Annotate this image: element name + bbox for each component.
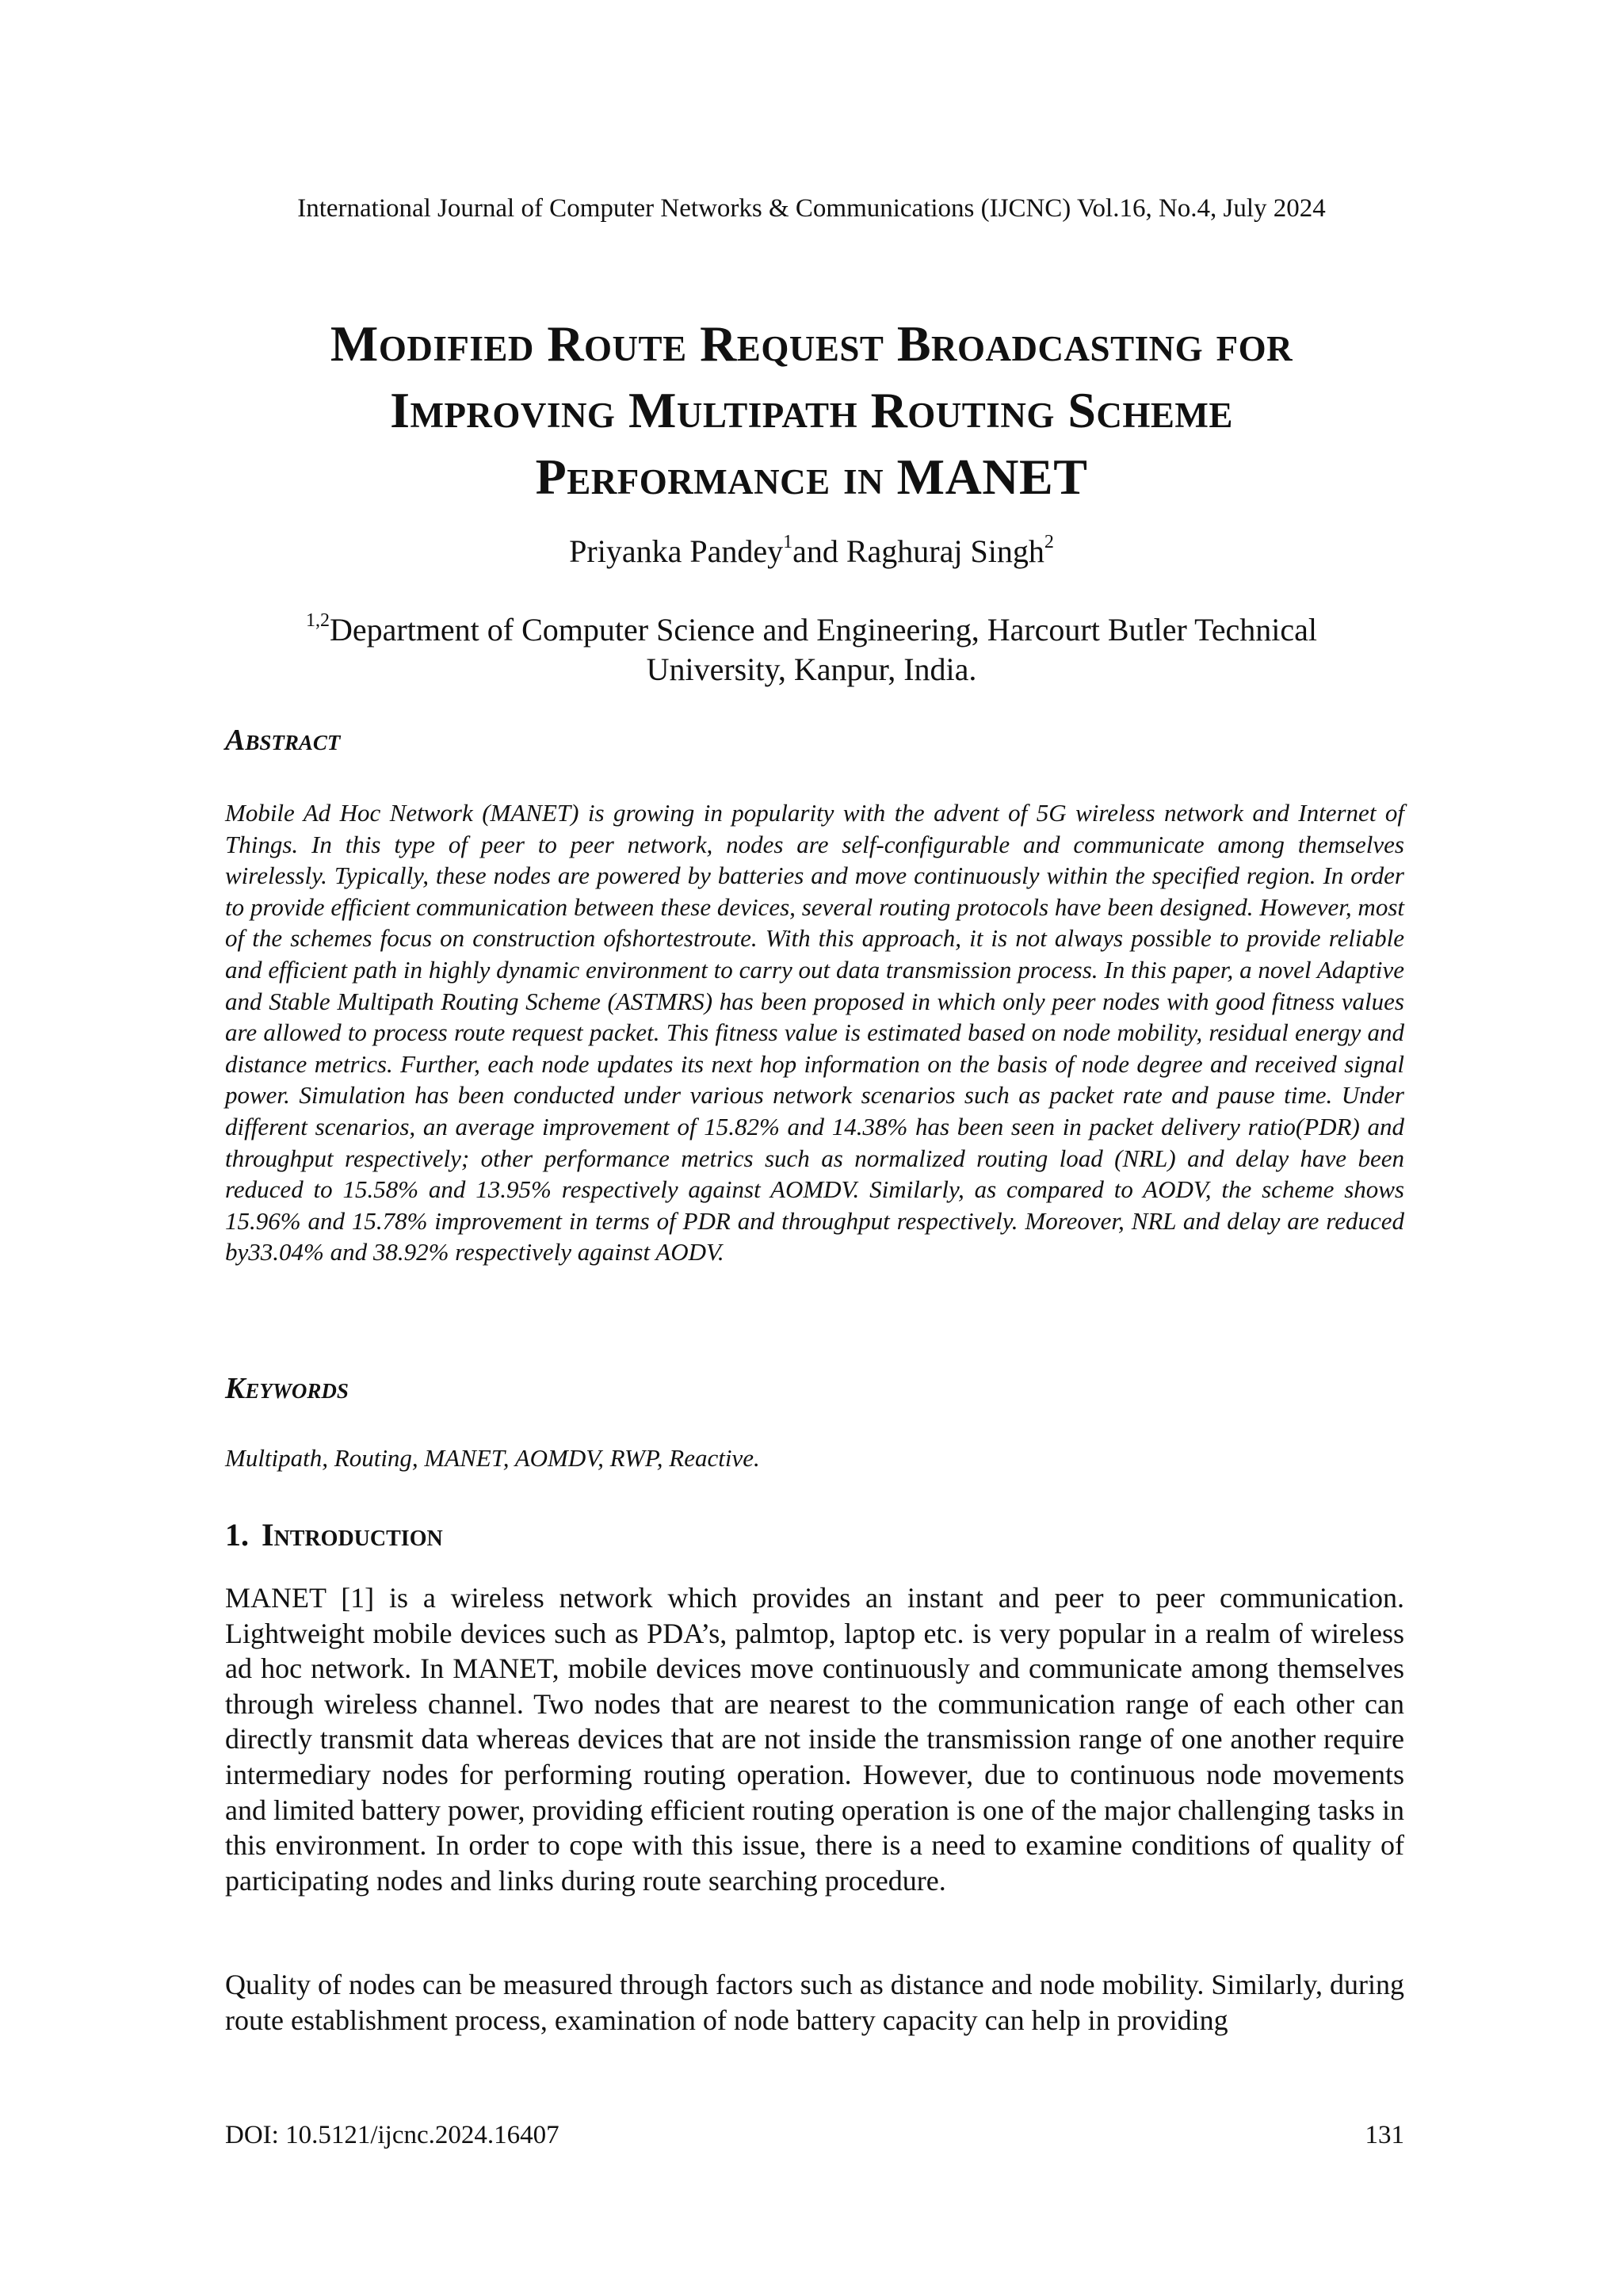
author-1-affil-mark: 1 [783, 532, 793, 552]
keywords-heading: Keywords [225, 1372, 349, 1405]
introduction-heading [225, 1516, 443, 1553]
section-title: Introduction [262, 1517, 443, 1553]
title-line-1: Modified Route Request Broadcasting for [330, 315, 1293, 372]
author-2-affil-mark: 2 [1044, 532, 1054, 552]
footer-doi: DOI: 10.5121/ijcnc.2024.16407 [225, 2121, 559, 2149]
affiliation-line-1: $^{1,2}$Department of Computer Science and Engineering, Harcourt Butler Technical [305, 610, 1317, 648]
affiliation-mark: 1,2 [305, 610, 330, 631]
author-line [0, 533, 1623, 570]
intro-paragraph-1: MANET [1] is a wireless network which provides an instant and peer to peer communication. Lightweight mobile devices such as PDA’s, palmtop, laptop etc. is very popular in a realm of wireless ad hoc network. In MANET, mobile devices move continuously and communicate among themselves through wireless channel. Two nodes that are nearest to the communication range of each other can directly transmit data whereas devices that are not inside the transmission range of one another require intermediary nodes for performing routing operation. However, due to continuous node movements and limited battery power, providing efficient routing operation is one of the major challenging tasks in this environment. In order to cope with this issue, there is a need to examine conditions of quality of participating nodes and links during route searching procedure. [225, 1582, 1404, 1897]
affiliation [262, 610, 1361, 690]
title-line-3: Performance in MANET [535, 449, 1088, 505]
running-header: International Journal of Computer Networks & Communications (IJCNC) Vol.16, No.4, July 2024 [297, 194, 1326, 223]
intro-paragraph-2: Quality of nodes can be measured through factors such as distance and node mobility. Similarly, during route establishment process, examination of node battery capacity can help in providing [225, 1969, 1404, 2036]
keywords-text: Multipath, Routing, MANET, AOMDV, RWP, Reactive. [225, 1444, 760, 1472]
affiliation-line-2: University, Kanpur, India. [646, 651, 977, 687]
author-2-name: and Raghuraj Singh [792, 533, 1044, 569]
paper-title [158, 311, 1465, 510]
footer-page-number: 131 [1365, 2121, 1404, 2149]
abstract-text: Mobile Ad Hoc Network (MANET) is growing in popularity with the advent of 5G wireless network and Internet of Things. In this type of peer to peer network, nodes are self-configurable and communicate among themselves wirelessly. Typically, these nodes are powered by batteries and move continuously within the specified region. In order to provide efficient communication between these devices, several routing protocols have been designed. However, most of the schemes focus on construction ofshortestroute. With this approach, it is not always possible to provide reliable and efficient path in highly dynamic environment to carry out data transmission process. In this paper, a novel Adaptive and Stable Multipath Routing Scheme (ASTMRS) has been proposed in which only peer nodes with good fitness values are allowed to process route request packet. This fitness value is estimated based on node mobility, residual energy and distance metrics. Further, each node updates its next hop information on the basis of node degree and received signal power. Simulation has been conducted under various network scenarios such as packet rate and pause time. Under different scenarios, an average improvement of 15.82% and 14.38% has been seen in packet delivery ratio(PDR) and throughput respectively; other performance metrics such as normalized routing load (NRL) and delay have been reduced to 15.58% and 13.95% respectively against AOMDV. Similarly, as compared to AODV, the scheme shows 15.96% and 15.78% improvement in terms of PDR and throughput respectively. Moreover, NRL and delay are reduced by33.04% and 38.92% respectively against AODV. [225, 799, 1404, 1266]
section-number: 1. [225, 1517, 249, 1553]
abstract-heading: Abstract [225, 724, 341, 757]
author-1-name: Priyanka Pandey [569, 533, 784, 569]
title-line-2: Improving Multipath Routing Scheme [390, 382, 1233, 438]
